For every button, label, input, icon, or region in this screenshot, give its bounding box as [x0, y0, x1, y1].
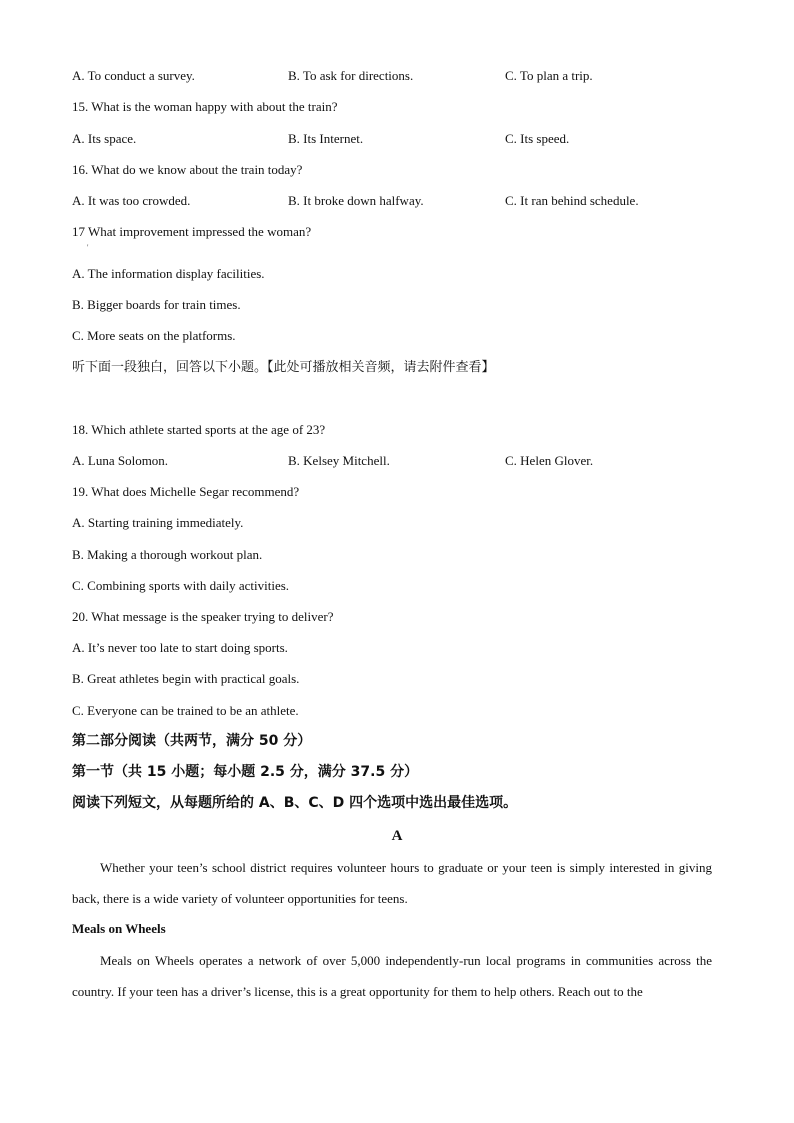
- q14-option-b: B. To ask for directions.: [288, 68, 414, 83]
- q18-option-c: C. Helen Glover.: [505, 453, 594, 468]
- q14-option-a: A. To conduct a survey.: [72, 68, 195, 83]
- q18-option-a: A. Luna Solomon.: [72, 453, 169, 468]
- q19-question: 19. What does Michelle Segar recommend?: [72, 484, 300, 499]
- stray-mark: ': [87, 243, 89, 252]
- q16-option-a: A. It was too crowded.: [72, 193, 191, 208]
- section1-title: 第一节（共 15 小题；每小题 2.5 分，满分 37.5 分）: [72, 764, 419, 780]
- subheading-meals-on-wheels: Meals on Wheels: [72, 921, 166, 936]
- q20-option-b: B. Great athletes begin with practical goals.: [72, 671, 300, 686]
- q16-option-c: C. It ran behind schedule.: [505, 193, 639, 208]
- part2-title: 第二部分阅读（共两节，满分 50 分）: [72, 733, 312, 749]
- q20-question: 20. What message is the speaker trying to deliver?: [72, 609, 334, 624]
- q16-option-b: B. It broke down halfway.: [288, 193, 424, 208]
- q19-option-c: C. Combining sports with daily activities.: [72, 578, 290, 593]
- monologue-instruction: 听下面一段独白，回答以下小题。【此处可播放相关音频，请去附件查看】: [72, 360, 495, 375]
- passage-body: Meals on Wheels operates a network of over 5,000 independently-run local programs in communities across the country. If your teen has a driver’s license, this is a great opportunity for them to help others. Reach out to the: [72, 953, 712, 999]
- q18-option-b: B. Kelsey Mitchell.: [288, 453, 390, 468]
- q19-option-a: A. Starting training immediately.: [72, 515, 244, 530]
- passage-intro: Whether your teen’s school district requires volunteer hours to graduate or your teen is simply interested in giving back, there is a wide variety of volunteer opportunities for teens.: [72, 860, 712, 906]
- q15-option-a: A. Its space.: [72, 131, 137, 146]
- q17-option-a: A. The information display facilities.: [72, 266, 265, 281]
- q16-question: 16. What do we know about the train today?: [72, 162, 303, 177]
- reading-instruction: 阅读下列短文，从每题所给的 A、B、C、D 四个选项中选出最佳选项。: [72, 795, 518, 811]
- q15-question: 15. What is the woman happy with about the train?: [72, 99, 338, 114]
- q17-option-b: B. Bigger boards for train times.: [72, 297, 241, 312]
- q14-option-c: C. To plan a trip.: [505, 68, 593, 83]
- q19-option-b: B. Making a thorough workout plan.: [72, 547, 263, 562]
- q20-option-c: C. Everyone can be trained to be an athlete.: [72, 703, 299, 718]
- q15-option-c: C. Its speed.: [505, 131, 570, 146]
- passage-label: A: [391, 828, 403, 844]
- q20-option-a: A. It’s never too late to start doing sports.: [72, 640, 288, 655]
- q17-option-c: C. More seats on the platforms.: [72, 328, 236, 343]
- q15-option-b: B. Its Internet.: [288, 131, 364, 146]
- q18-question: 18. Which athlete started sports at the age of 23?: [72, 422, 326, 437]
- q17-question: 17 What improvement impressed the woman?: [72, 224, 312, 239]
